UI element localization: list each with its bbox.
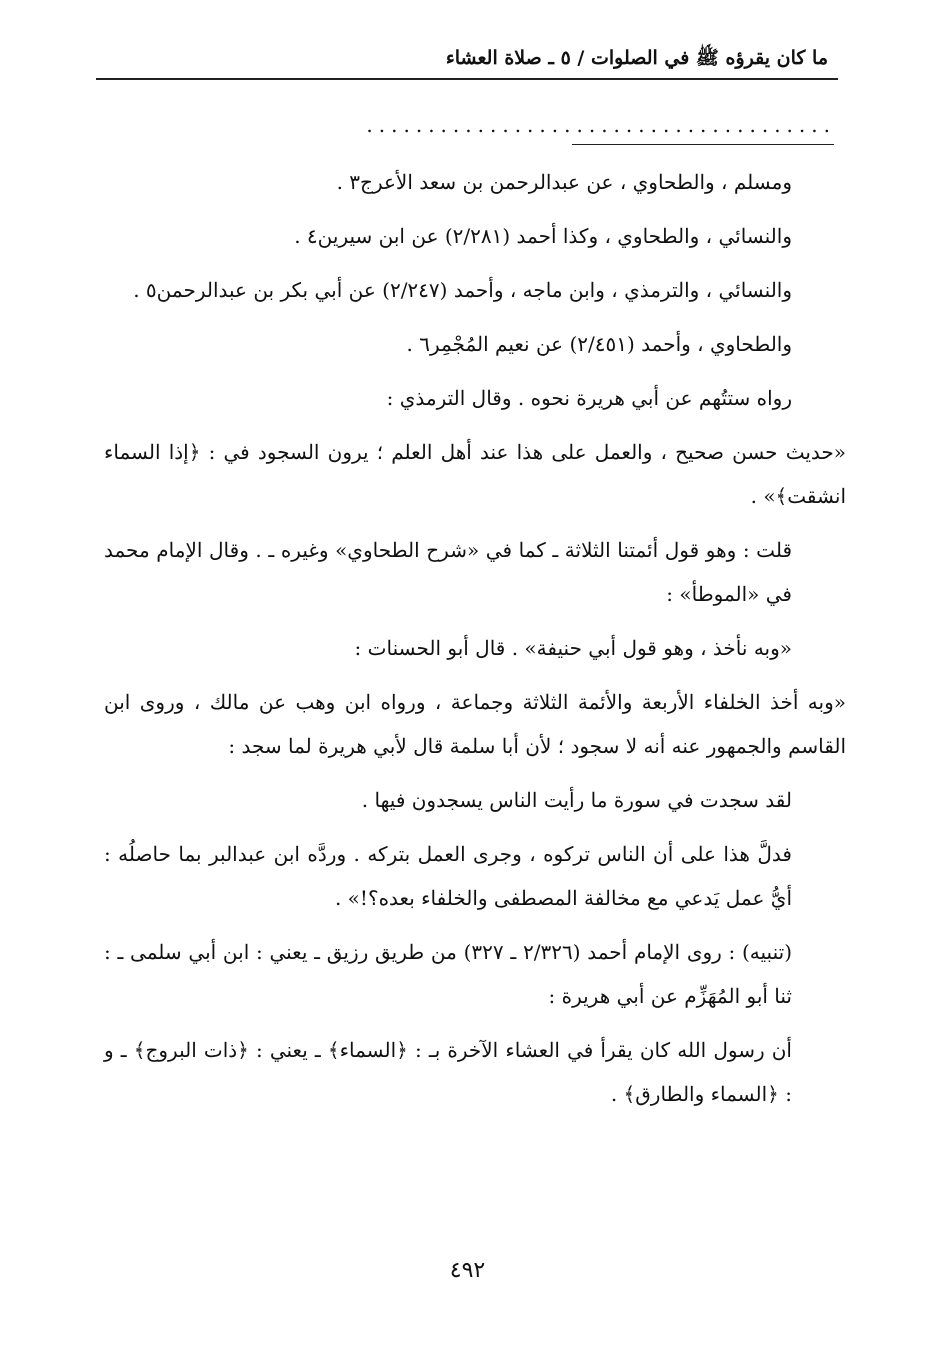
paragraph-9: «وبه أخذ الخلفاء الأربعة والأئمة الثلاثة وجماعة ، ورواه ابن وهب عن مالك ، وروى ابن القاسم والجمهور عنه أنه لا سجود ؛ لأن أبا سلمة قال لأبي هريرة لما سجد : (104, 690, 846, 758)
paragraph-11: فدلَّ هذا على أن الناس تركوه ، وجرى العمل بتركه . وردَّه ابن عبدالبر بما حاصلُه : أيُّ عمل يَدعي مع مخالفة المصطفى والخلفاء بعده؟!» . (104, 842, 792, 910)
paragraph-3: والنسائي ، والترمذي ، وابن ماجه ، وأحمد (٢/٢٤٧) عن أبي بكر بن عبدالرحمن٥ . (133, 278, 792, 302)
running-header (96, 44, 838, 80)
paragraph-1: ومسلم ، والطحاوي ، عن عبدالرحمن بن سعد الأعرج٣ . (336, 170, 792, 194)
page-body (104, 160, 846, 1126)
paragraph-13: أن رسول الله كان يقرأ في العشاء الآخرة بـ : ﴿السماء﴾ ـ يعني : ﴿ذات البروج﴾ ـ و : ﴿السماء والطارق﴾ . (104, 1038, 792, 1106)
paragraph-10: لقد سجدت في سورة ما رأيت الناس يسجدون فيها . (361, 788, 792, 812)
page-number: ٤٩٢ (449, 1258, 486, 1283)
paragraph-2: والنسائي ، والطحاوي ، وكذا أحمد (٢/٢٨١) عن ابن سيرين٤ . (294, 224, 792, 248)
paragraph-4: والطحاوي ، وأحمد (٢/٤٥١) عن نعيم المُجْمِر٦ . (406, 332, 792, 356)
paragraph-12: (تنبيه) : روى الإمام أحمد (٢/٣٢٦ ـ ٣٢٧) من طريق رزيق ـ يعني : ابن أبي سلمى ـ : ثنا أبو المُهَزِّم عن أبي هريرة : (104, 940, 793, 1008)
paragraph-6: «حديث حسن صحيح ، والعمل على هذا عند أهل العلم ؛ يرون السجود في : ﴿إذا السماء انشقت﴾» . (104, 440, 846, 508)
separator-rule (572, 144, 834, 145)
header-title: ما كان يقرؤه ﷺ في الصلوات / ٥ ـ صلاة العشاء (445, 47, 828, 69)
paragraph-8: «وبه نأخذ ، وهو قول أبي حنيفة» . قال أبو الحسنات : (354, 636, 792, 660)
paragraph-5: رواه ستتُهم عن أبي هريرة نحوه . وقال الترمذي : (386, 386, 792, 410)
paragraph-7: قلت : وهو قول أئمتنا الثلاثة ـ كما في «شرح الطحاوي» وغيره ـ . وقال الإمام محمد في «الموطأ» : (104, 538, 792, 606)
separator-dots: ...................................... (366, 113, 836, 137)
